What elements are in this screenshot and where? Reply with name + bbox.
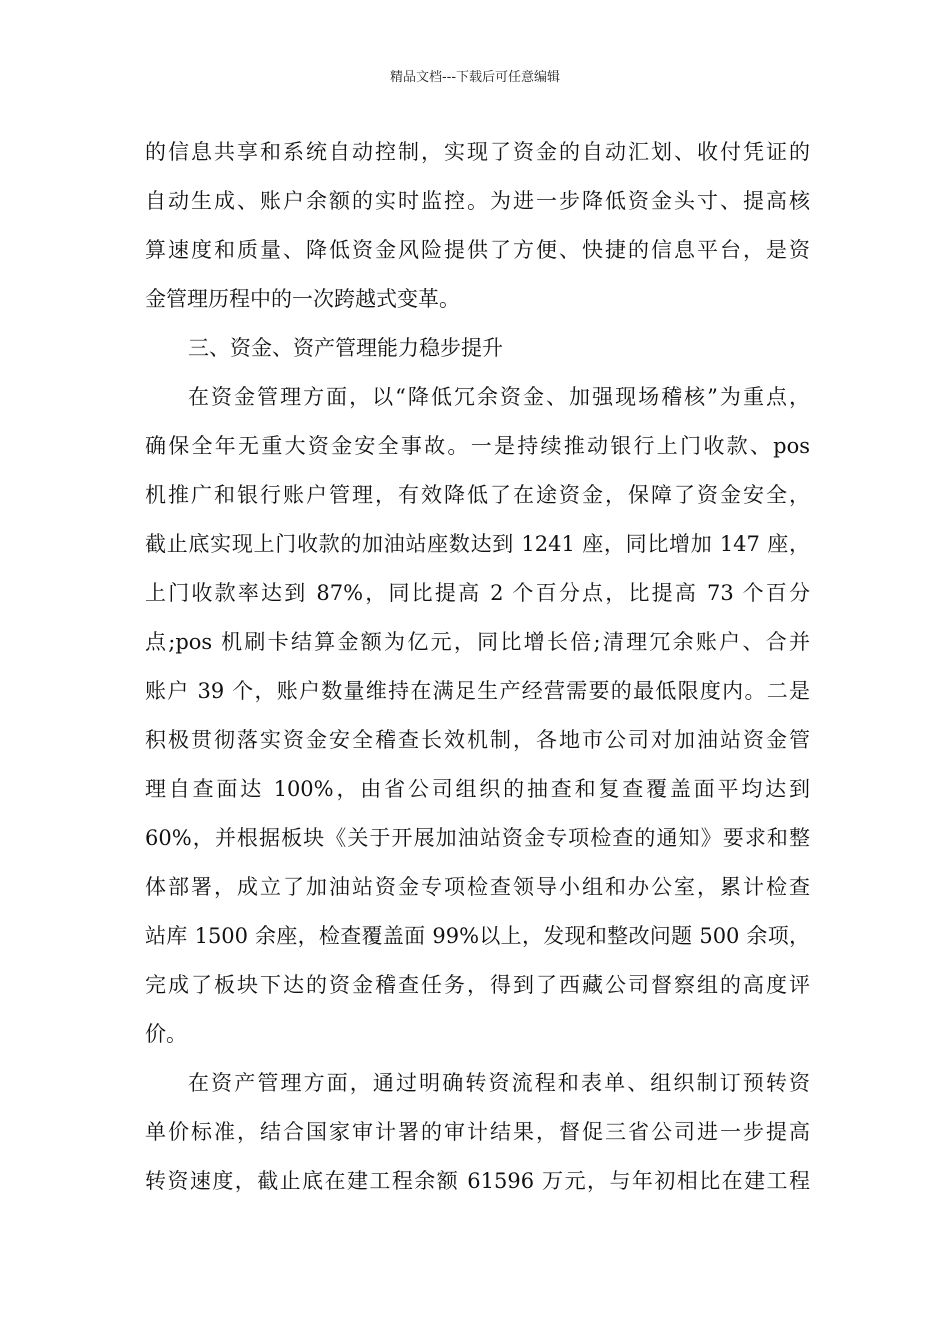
text-line: 上门收款率达到 87%，同比提高 2 个百分点，比提高 73 个百分: [145, 581, 810, 605]
text-line: 在资产管理方面，通过明确转资流程和表单、组织制订预转资: [188, 1071, 810, 1095]
text-line: 截止底实现上门收款的加油站座数达到 1241 座，同比增加 147 座，: [145, 532, 810, 556]
section-heading-text: 三、资金、资产管理能力稳步提升: [188, 336, 503, 360]
text-line: 自动生成、账户余额的实时监控。为进一步降低资金头寸、提高核: [145, 189, 810, 213]
text-line: 确保全年无重大资金安全事故。一是持续推动银行上门收款、pos: [145, 434, 810, 458]
text-line: 60%，并根据板块《关于开展加油站资金专项检查的通知》要求和整: [145, 826, 810, 850]
section-heading: [145, 324, 810, 373]
text-line: 积极贯彻落实资金安全稽查长效机制，各地市公司对加油站资金管: [145, 728, 810, 752]
text-line: 的信息共享和系统自动控制，实现了资金的自动汇划、收付凭证的: [145, 140, 810, 164]
text-line: 站库 1500 余座，检查覆盖面 99%以上，发现和整改问题 500 余项，: [145, 924, 810, 948]
text-line: 单价标准，结合国家审计署的审计结果，督促三省公司进一步提高: [145, 1120, 810, 1144]
text-line: 价。: [145, 1022, 187, 1046]
text-line: 完成了板块下达的资金稽查任务，得到了西藏公司督察组的高度评: [145, 973, 810, 997]
document-body: [145, 128, 810, 1206]
text-line: 账户 39 个，账户数量维持在满足生产经营需要的最低限度内。二是: [145, 679, 810, 703]
paragraph-2: [145, 373, 810, 1059]
text-line: 算速度和质量、降低资金风险提供了方便、快捷的信息平台，是资: [145, 238, 810, 262]
text-line: 机推广和银行账户管理，有效降低了在途资金，保障了资金安全，: [145, 483, 810, 507]
page-header: 精品文档---下载后可任意编辑: [389, 70, 561, 85]
text-line: 转资速度，截止底在建工程余额 61596 万元，与年初相比在建工程: [145, 1169, 810, 1193]
paragraph-1: [145, 128, 810, 324]
paragraph-3: [145, 1059, 810, 1206]
text-line: 体部署，成立了加油站资金专项检查领导小组和办公室，累计检查: [145, 875, 810, 899]
text-line: 金管理历程中的一次跨越式变革。: [145, 287, 460, 311]
text-line: 在资金管理方面，以“降低冗余资金、加强现场稽核”为重点，: [188, 385, 810, 409]
text-line: 点;pos 机刷卡结算金额为亿元，同比增长倍;清理冗余账户、合并: [145, 630, 810, 654]
text-line: 理自查面达 100%，由省公司组织的抽查和复查覆盖面平均达到: [145, 777, 810, 801]
